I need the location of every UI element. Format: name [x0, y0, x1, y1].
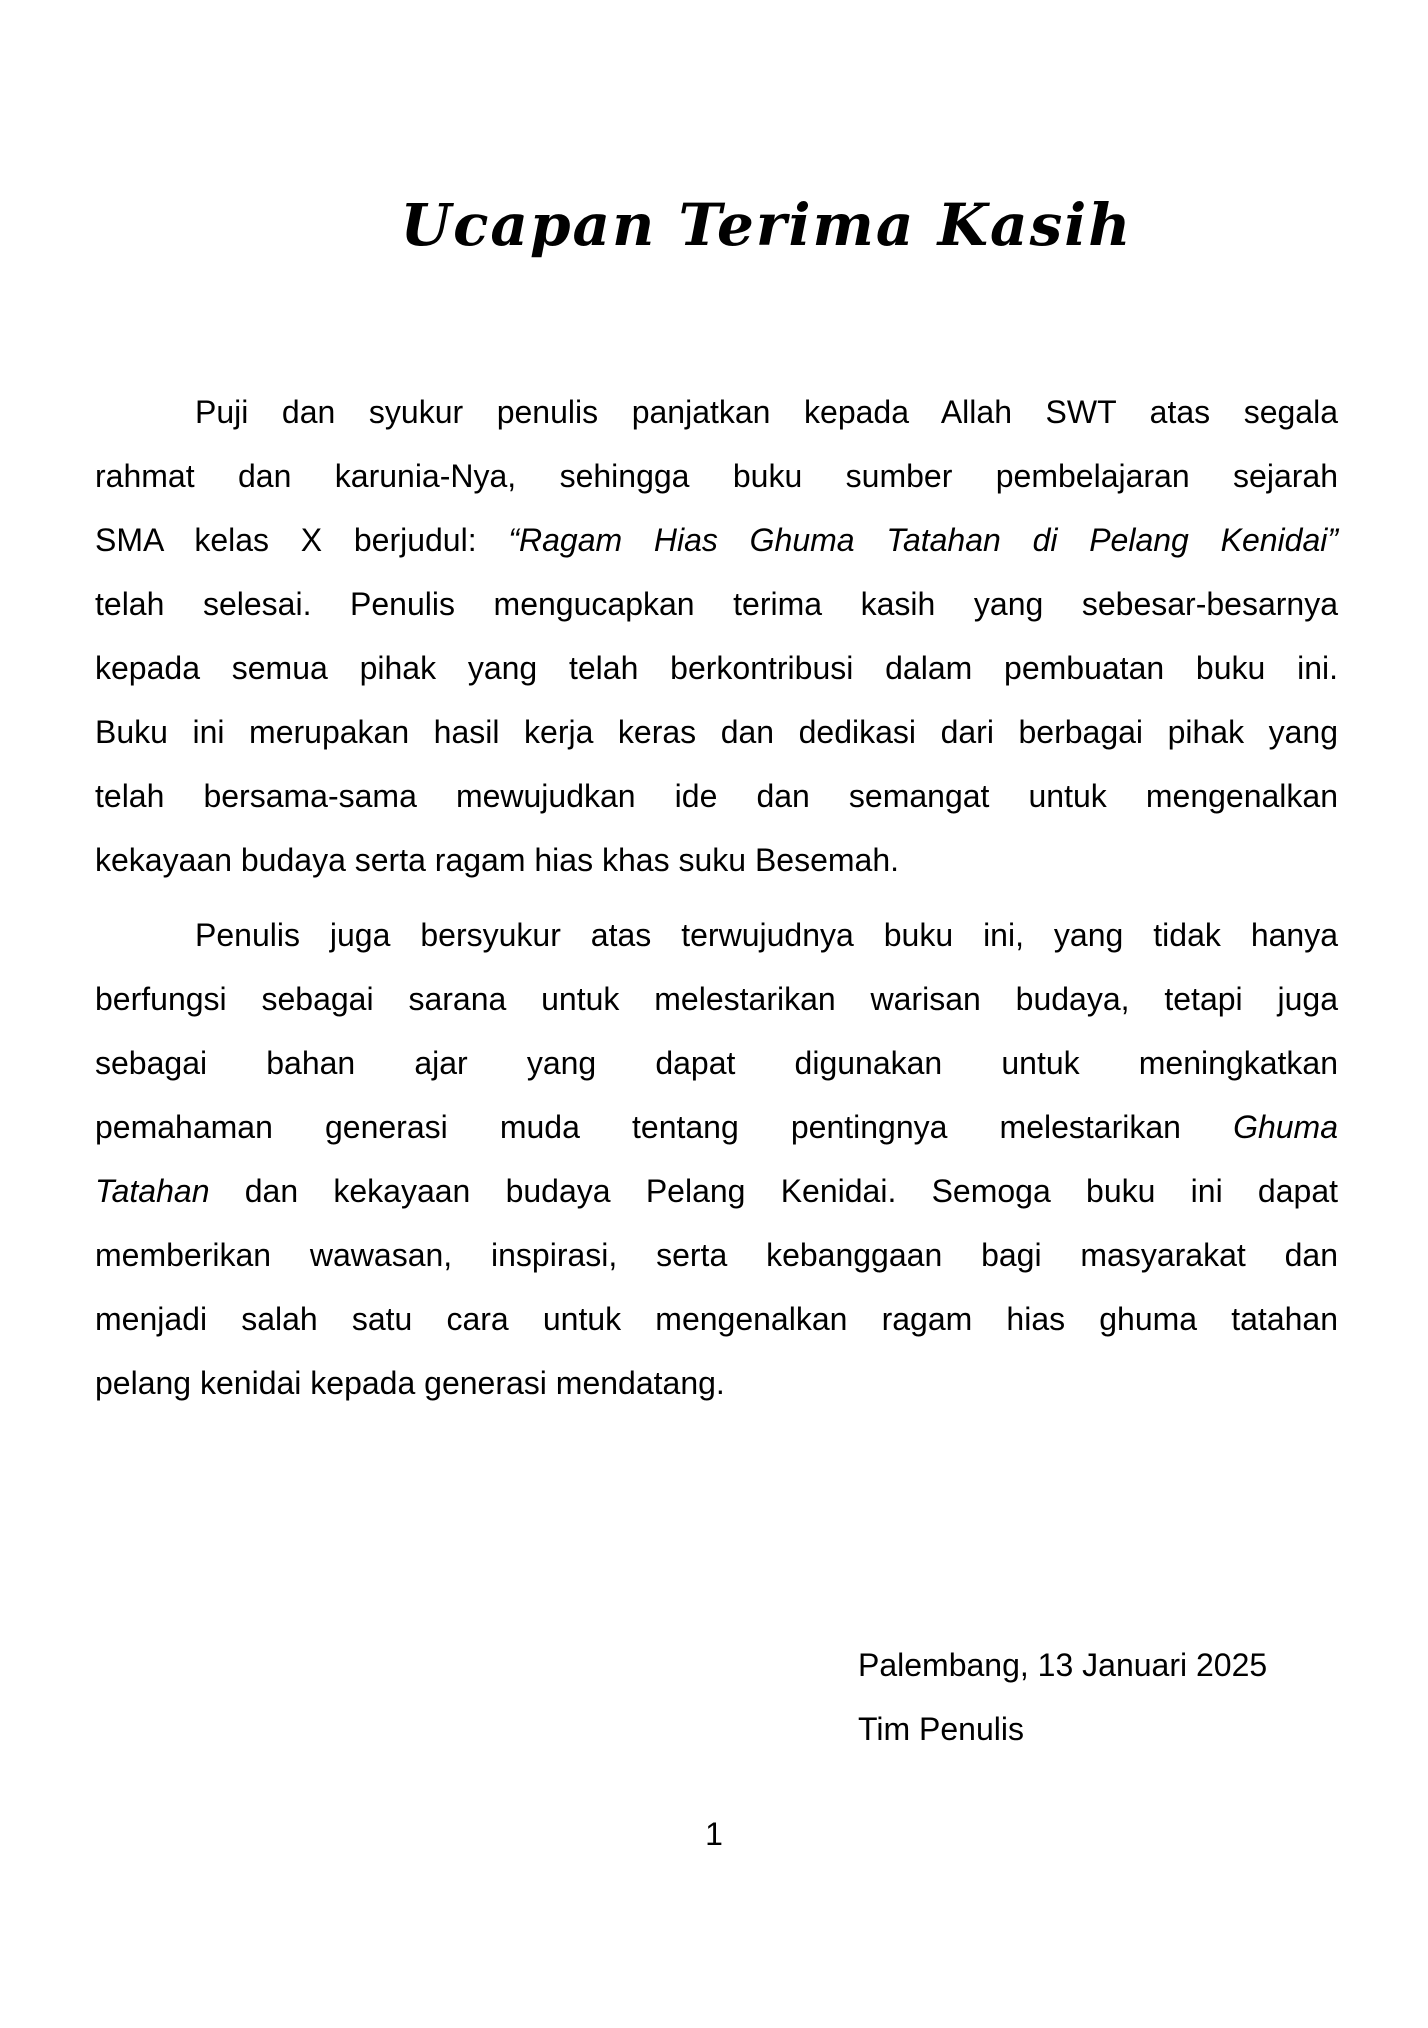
body-line	[95, 967, 1338, 1031]
body-line	[95, 700, 1338, 764]
signature-block	[858, 1633, 1267, 1761]
text-run: menjadi salah satu cara untuk mengenalkan ragam hias ghuma tatahan	[95, 1301, 1338, 1337]
text-run: dan kekayaan budaya Pelang Kenidai. Semoga buku ini dapat	[209, 1173, 1338, 1209]
body-line	[95, 828, 1338, 892]
text-run: kekayaan budaya serta ragam hias khas suku Besemah.	[95, 842, 900, 878]
body-line	[95, 572, 1338, 636]
body-line	[95, 764, 1338, 828]
signature-author: Tim Penulis	[858, 1711, 1024, 1747]
body-line	[95, 1159, 1338, 1223]
text-run: kepada semua pihak yang telah berkontribusi dalam pembuatan buku ini.	[95, 650, 1338, 686]
text-run: pelang kenidai kepada generasi mendatang.	[95, 1365, 725, 1401]
italic-text-run: Ghuma	[1233, 1109, 1338, 1145]
text-run: telah bersama-sama mewujudkan ide dan semangat untuk mengenalkan	[95, 778, 1338, 814]
body-line	[95, 1223, 1338, 1287]
body-line	[95, 444, 1338, 508]
text-run: Buku ini merupakan hasil kerja keras dan dedikasi dari berbagai pihak yang	[95, 714, 1338, 750]
paragraph	[95, 380, 1338, 892]
text-run: rahmat dan karunia-Nya, sehingga buku sumber pembelajaran sejarah	[95, 458, 1338, 494]
body-line	[95, 1031, 1338, 1095]
text-run: sebagai bahan ajar yang dapat digunakan untuk meningkatkan	[95, 1045, 1338, 1081]
text-run: pemahaman generasi muda tentang pentingnya melestarikan	[95, 1109, 1234, 1145]
body-line	[95, 1287, 1338, 1351]
page-title: Ucapan Terima Kasih	[400, 191, 1133, 259]
italic-text-run: Tatahan	[95, 1173, 210, 1209]
body-line	[95, 636, 1338, 700]
signature-place-date: Palembang, 13 Januari 2025	[858, 1647, 1268, 1683]
italic-text-run: “Ragam Hias Ghuma Tatahan di Pelang Kenidai”	[508, 522, 1338, 558]
text-run: Puji dan syukur penulis panjatkan kepada Allah SWT atas segala	[195, 394, 1338, 430]
body-line	[95, 1095, 1338, 1159]
text-run: Penulis juga bersyukur atas terwujudnya buku ini, yang tidak hanya	[195, 917, 1338, 953]
text-run: SMA kelas X berjudul:	[95, 522, 509, 558]
body-line	[95, 1351, 1338, 1415]
body-line	[95, 903, 1338, 967]
body-line	[95, 380, 1338, 444]
text-run: memberikan wawasan, inspirasi, serta kebanggaan bagi masyarakat dan	[95, 1237, 1338, 1273]
page-number: 1	[705, 1816, 723, 1852]
text-run: telah selesai. Penulis mengucapkan terima kasih yang sebesar-besarnya	[95, 586, 1338, 622]
text-run: berfungsi sebagai sarana untuk melestarikan warisan budaya, tetapi juga	[95, 981, 1338, 1017]
paragraph	[95, 903, 1338, 1415]
body-line	[95, 508, 1338, 572]
body-paragraphs	[95, 380, 1338, 1415]
